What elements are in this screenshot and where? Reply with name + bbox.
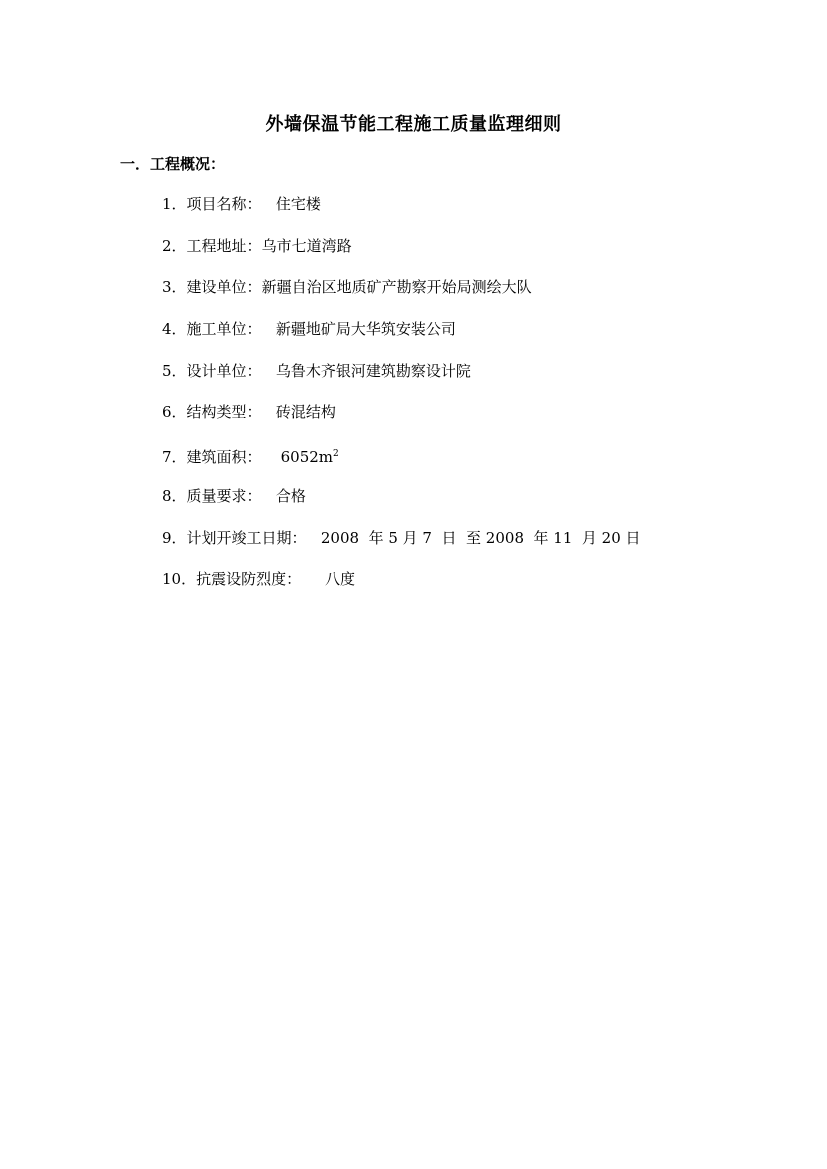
item-label: 项目名称：	[186, 195, 262, 213]
project-overview-list	[162, 194, 641, 611]
list-item	[162, 528, 641, 570]
document-title: 外墙保温节能工程施工质量监理细则	[265, 114, 562, 135]
item-label: 设计单位：	[186, 361, 262, 380]
item-number: 1．	[162, 195, 187, 213]
item-label: 质量要求：	[186, 486, 262, 505]
item-label: 抗震设防烈度：	[196, 570, 302, 589]
item-value: 新疆地矿局大华筑安装公司	[261, 320, 456, 339]
list-item	[162, 236, 641, 278]
item-value: 住宅楼	[261, 195, 321, 213]
item-value: 砖混结构	[261, 403, 336, 422]
list-item	[162, 194, 641, 236]
item-value: 6052m	[261, 448, 334, 467]
section-heading: 一．工程概况：	[120, 155, 226, 173]
item-number: 3．	[162, 278, 187, 297]
item-number: 4．	[162, 320, 187, 339]
list-item	[162, 444, 641, 486]
list-item	[162, 486, 641, 528]
item-number: 8．	[162, 486, 187, 505]
item-label: 建筑面积：	[186, 448, 262, 467]
item-label: 建设单位：	[186, 278, 262, 297]
item-label: 工程地址：	[186, 236, 262, 255]
item-number: 6．	[162, 403, 187, 422]
item-label: 结构类型：	[186, 403, 262, 422]
item-value: 新疆自治区地质矿产勘察开始局测绘大队	[261, 278, 532, 297]
item-number: 7．	[162, 448, 187, 467]
list-item	[162, 361, 641, 403]
item-value: 乌鲁木齐银河建筑勘察设计院	[261, 361, 471, 380]
list-item	[162, 277, 641, 319]
item-label: 计划开竣工日期：	[186, 528, 307, 547]
item-value: 八度	[301, 570, 355, 589]
item-value: 合格	[261, 486, 306, 505]
item-number: 9．	[162, 528, 187, 547]
item-number: 5．	[162, 361, 187, 380]
item-value: 2008 年 5 月 7 日 至 2008 年 11 月 20 日	[306, 528, 641, 547]
item-label: 施工单位：	[186, 320, 262, 339]
list-item	[162, 402, 641, 444]
list-item	[162, 319, 641, 361]
list-item	[162, 569, 641, 611]
item-number: 2．	[162, 236, 187, 255]
item-number: 10．	[162, 570, 197, 589]
area-unit-superscript: 2	[333, 449, 339, 460]
item-value: 乌市七道湾路	[261, 236, 352, 255]
